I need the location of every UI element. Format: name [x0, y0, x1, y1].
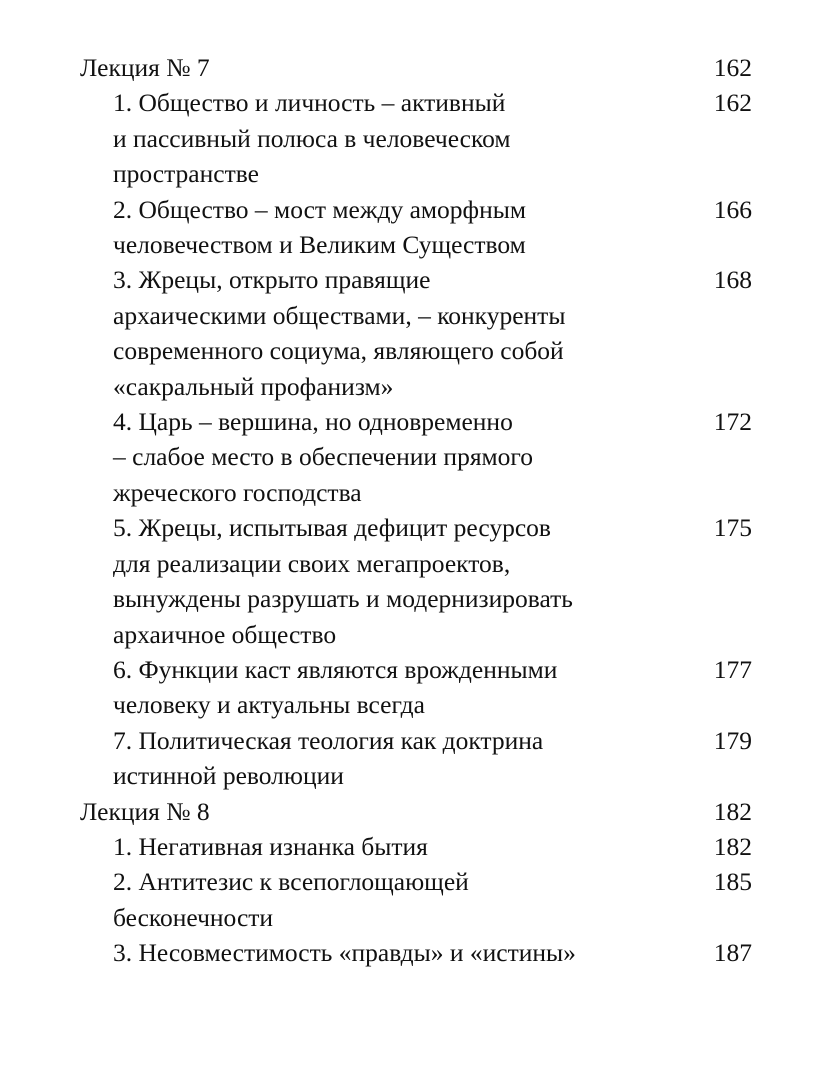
toc-entry-page: 166: [713, 194, 752, 224]
toc-entry: [80, 192, 752, 263]
toc-entry: [80, 85, 752, 191]
toc-entry-page: 162: [713, 88, 752, 118]
toc-entry-title: 2. Антитезис к всепоглощающей бесконечности: [113, 867, 469, 932]
toc-entry-title: Лекция № 8: [80, 796, 210, 826]
toc-entry: [80, 864, 752, 935]
toc-entry: [80, 935, 752, 970]
toc-entry: [80, 723, 752, 794]
toc-entry-page: 172: [713, 407, 752, 437]
toc-entry-title: 7. Политическая теология как доктрина истинной революции: [113, 725, 544, 791]
toc-entry-title: Лекция № 7: [80, 53, 210, 82]
toc-entry-page: 182: [713, 796, 752, 826]
toc-entry-title: 2. Общество – мост между аморфным человечеством и Великим Существом: [113, 194, 526, 260]
toc-entry-page: 162: [713, 53, 752, 82]
toc-entry: [80, 404, 752, 510]
toc-entry-title: 6. Функции каст являются врожденными человеку и актуальны всегда: [113, 654, 558, 720]
toc-entry-page: 185: [713, 867, 752, 897]
toc-entry-page: 168: [713, 265, 752, 295]
toc-entry-title: 1. Общество и личность – активный и пассивный полюса в человеческом пространстве: [113, 88, 511, 189]
toc-entry-title: 3. Несовместимость «правды» и «истины»: [113, 938, 576, 968]
toc-entry-lecture-7: [80, 50, 752, 85]
toc-entry-page: 187: [713, 938, 752, 968]
toc-entry: [80, 829, 752, 864]
toc-entry-title: 1. Негативная изнанка бытия: [113, 831, 428, 861]
toc-entry-page: 182: [713, 831, 752, 861]
toc-entry: [80, 510, 752, 652]
toc-entry-title: 5. Жрецы, испытывая дефицит ресурсов для реализации своих мегапроектов, вынуждены разрушать и модернизировать архаичное общество: [113, 513, 573, 649]
toc-entry-page: 179: [713, 725, 752, 755]
toc-entry-lecture-8: [80, 794, 752, 829]
toc-entry: [80, 652, 752, 723]
table-of-contents: [80, 50, 752, 971]
toc-entry: [80, 262, 752, 404]
toc-entry-title: 4. Царь – вершина, но одновременно – слабое место в обеспечении прямого жреческого господства: [113, 407, 534, 507]
toc-entry-page: 175: [713, 513, 752, 543]
toc-entry-page: 177: [713, 654, 752, 684]
toc-entry-title: 3. Жрецы, открыто правящие архаическими обществами, – конкуренты современного социума, являющего собой «сакральный профанизм»: [113, 265, 566, 401]
